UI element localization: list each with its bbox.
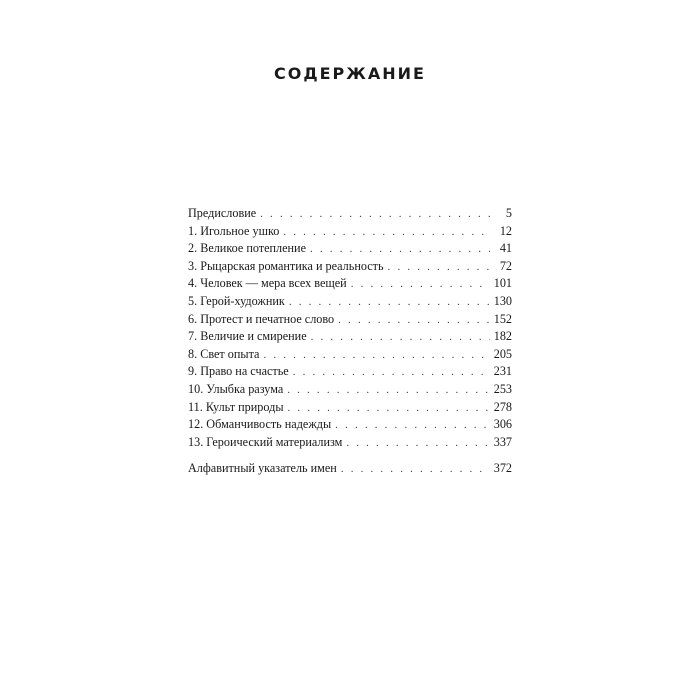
toc-entry-page: 5 bbox=[505, 206, 512, 220]
toc-entry-label: 12. Обманчивость надежды bbox=[188, 417, 332, 432]
dot-leader bbox=[288, 402, 490, 414]
toc-entry-chapter-3[interactable] bbox=[188, 259, 512, 277]
toc-entry-chapter-6[interactable] bbox=[188, 312, 512, 330]
toc-entry-page: 278 bbox=[493, 399, 512, 414]
toc-entry-chapter-13[interactable] bbox=[188, 435, 512, 453]
toc-entry-page: 152 bbox=[493, 311, 512, 326]
toc-entry-label: Предисловие bbox=[188, 206, 257, 220]
toc-entry-page: 41 bbox=[499, 241, 512, 256]
toc-entry-label: Алфавитный указатель имен bbox=[188, 460, 337, 475]
toc-entry-page: 72 bbox=[499, 258, 512, 273]
toc-entry-page: 231 bbox=[493, 364, 512, 379]
toc-entry-chapter-11[interactable] bbox=[188, 400, 512, 418]
toc-entry-label: 10. Улыбка разума bbox=[188, 381, 284, 396]
dot-leader bbox=[351, 278, 490, 290]
toc-entry-page: 130 bbox=[493, 293, 512, 308]
toc-entry-chapter-10[interactable] bbox=[188, 382, 512, 400]
toc-entry-label: 6. Протест и печатное слово bbox=[188, 311, 335, 326]
toc-entry-chapter-12[interactable] bbox=[188, 417, 512, 435]
toc-entry-label: 1. Игольное ушко bbox=[188, 223, 280, 238]
toc-entry-page: 12 bbox=[499, 223, 512, 238]
dot-leader bbox=[310, 243, 490, 255]
dot-leader bbox=[293, 366, 490, 378]
toc-entry-page: 372 bbox=[493, 460, 512, 475]
dot-leader bbox=[346, 437, 489, 449]
toc-entry-label: 13. Героический материализм bbox=[188, 434, 343, 449]
toc-entry-label: 2. Великое потепление bbox=[188, 241, 306, 256]
dot-leader bbox=[335, 419, 490, 431]
toc-entry-page: 337 bbox=[493, 434, 512, 449]
dot-leader bbox=[287, 384, 489, 396]
dot-leader bbox=[341, 463, 490, 475]
toc-entry-page: 205 bbox=[493, 346, 512, 361]
toc-entry-label: 11. Культ природы bbox=[188, 399, 284, 414]
toc-entry-page: 182 bbox=[493, 329, 512, 344]
toc-entry-label: 4. Человек — мера всех вещей bbox=[188, 276, 347, 291]
dot-leader bbox=[311, 331, 490, 343]
toc-entry-chapter-1[interactable] bbox=[188, 224, 512, 242]
toc-entry-label: 3. Рыцарская романтика и реальность bbox=[188, 258, 384, 273]
dot-leader bbox=[283, 226, 490, 238]
toc-entry-page: 306 bbox=[493, 417, 512, 432]
toc-entry-page: 101 bbox=[493, 276, 512, 291]
table-of-contents bbox=[188, 206, 512, 478]
toc-entry-chapter-7[interactable] bbox=[188, 329, 512, 347]
toc-entry-preface[interactable] bbox=[188, 206, 512, 224]
toc-entry-label: 7. Величие и смирение bbox=[188, 329, 307, 344]
toc-entry-chapter-5[interactable] bbox=[188, 294, 512, 312]
toc-entry-label: 5. Герой-художник bbox=[188, 293, 285, 308]
toc-entry-chapter-8[interactable] bbox=[188, 347, 512, 365]
toc-entry-chapter-2[interactable] bbox=[188, 241, 512, 259]
toc-entry-chapter-4[interactable] bbox=[188, 276, 512, 294]
dot-leader bbox=[388, 261, 490, 273]
page-title: СОДЕРЖАНИЕ bbox=[274, 64, 426, 83]
toc-entry-page: 253 bbox=[493, 381, 512, 396]
toc-entry-label: 9. Право на счастье bbox=[188, 364, 289, 379]
dot-leader bbox=[289, 296, 490, 308]
dot-leader bbox=[263, 349, 489, 361]
dot-leader bbox=[260, 208, 490, 220]
dot-leader bbox=[338, 314, 490, 326]
toc-entry-label: 8. Свет опыта bbox=[188, 346, 260, 361]
toc-entry-name-index[interactable] bbox=[188, 461, 512, 479]
toc-entry-chapter-9[interactable] bbox=[188, 364, 512, 382]
